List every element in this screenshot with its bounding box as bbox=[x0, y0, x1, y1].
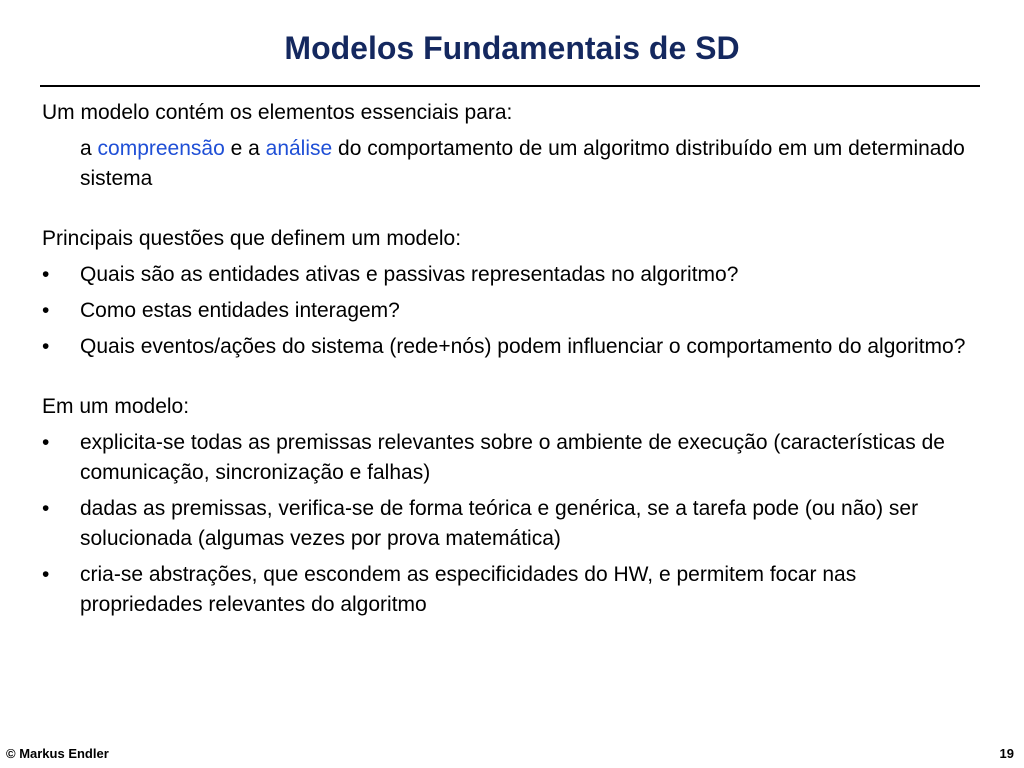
list-item-text: Quais são as entidades ativas e passivas representadas no algoritmo? bbox=[80, 263, 739, 286]
list-item bbox=[42, 494, 982, 554]
bullet-icon: • bbox=[42, 263, 50, 286]
bullet-icon: • bbox=[42, 335, 50, 358]
bullet-icon: • bbox=[42, 497, 50, 520]
intro-text: Um modelo contém os elementos essenciais para: bbox=[42, 101, 513, 124]
highlight-compreensao: compreensão bbox=[97, 137, 225, 160]
title-divider bbox=[40, 85, 980, 87]
list-item-text: dadas as premissas, verifica-se de forma teórica e genérica, se a tarefa pode (ou não) ser solucionada (algumas vezes por prova matemática) bbox=[80, 497, 919, 550]
list-item-text: explicita-se todas as premissas relevantes sobre o ambiente de execução (características de comunicação, sincronização e falhas) bbox=[80, 431, 945, 484]
list-item bbox=[42, 428, 982, 488]
definition-part2: e a bbox=[224, 137, 266, 160]
section1-heading: Principais questões que definem um modelo: bbox=[42, 227, 462, 250]
bullet-icon: • bbox=[42, 563, 50, 586]
spacer bbox=[42, 362, 982, 392]
bullet-icon: • bbox=[42, 431, 50, 454]
section2-heading: Em um modelo: bbox=[42, 395, 190, 418]
list-item-text: Como estas entidades interagem? bbox=[80, 299, 400, 322]
list-item bbox=[42, 296, 982, 326]
spacer bbox=[42, 194, 982, 224]
section1-list bbox=[42, 260, 982, 362]
slide-title: Modelos Fundamentais de SD bbox=[284, 30, 740, 66]
page-number: 19 bbox=[999, 746, 1014, 761]
list-item-text: Quais eventos/ações do sistema (rede+nós) podem influenciar o comportamento do algoritmo? bbox=[80, 335, 966, 358]
list-item bbox=[42, 332, 982, 362]
definition-part1: a bbox=[80, 137, 98, 160]
list-item bbox=[42, 560, 982, 620]
definition-text bbox=[80, 134, 982, 194]
footer-author: © Markus Endler bbox=[6, 746, 109, 761]
definition-part3: do comportamento de um algoritmo distribuído em um determinado sistema bbox=[80, 137, 965, 190]
highlight-analise: análise bbox=[265, 137, 333, 160]
list-item bbox=[42, 260, 982, 290]
list-item-text: cria-se abstrações, que escondem as especificidades do HW, e permitem focar nas propriedades relevantes do algoritmo bbox=[80, 563, 857, 616]
slide-body bbox=[42, 98, 982, 620]
section2-list bbox=[42, 428, 982, 620]
bullet-icon: • bbox=[42, 299, 50, 322]
